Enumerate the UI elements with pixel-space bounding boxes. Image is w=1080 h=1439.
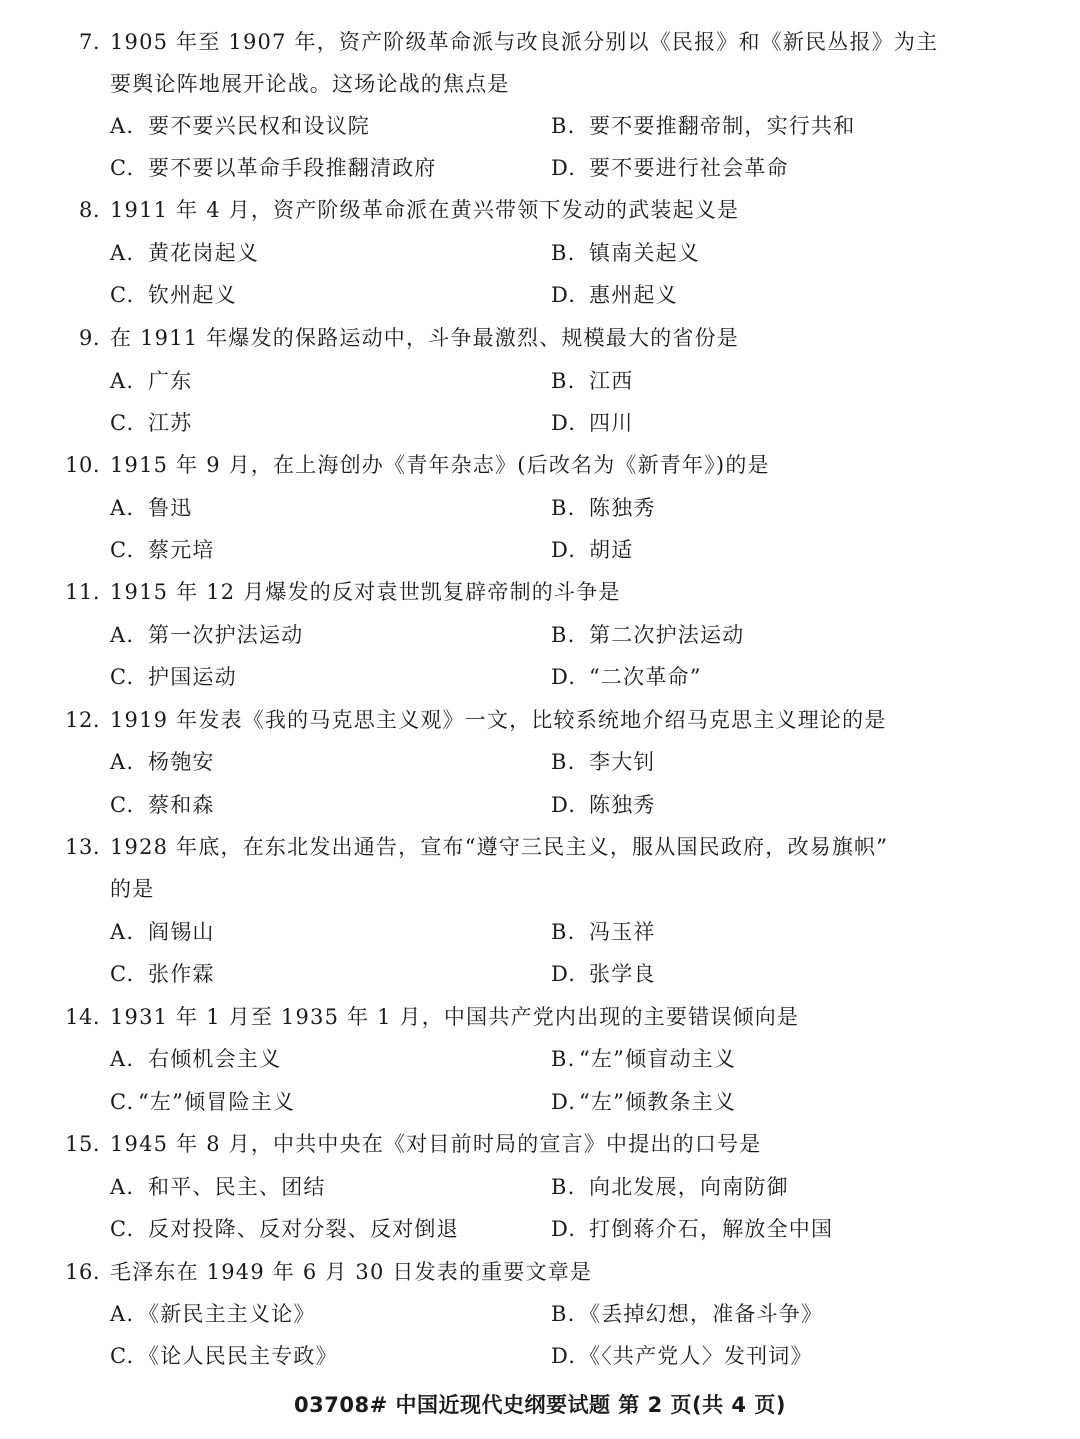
option-text: 惠州起义 [589,283,678,307]
option-letter: A. [110,114,135,138]
question-9-options-cd [0,402,1080,444]
option-text: “二次革命” [589,665,702,689]
question-13-stem-line-1 [0,826,1080,868]
option-d [551,1081,736,1123]
question-stem: 1905 年至 1907 年，资产阶级革命派与改良派分别以《民报》和《新民丛报》为主 [110,30,939,54]
option-text: 打倒蒋介石，解放全中国 [589,1217,834,1241]
option-text: 阎锡山 [148,920,215,944]
question-stem: 1919 年发表《我的马克思主义观》一文，比较系统地介绍马克思主义理论的是 [110,708,887,732]
option-d [551,402,633,444]
question-16-stem-line-1 [0,1251,1080,1293]
option-letter: B. [551,114,576,138]
question-number: 16. [65,1260,100,1284]
option-letter: B. [551,1047,576,1071]
question-number: 10. [65,453,100,477]
question-stem: 1911 年 4 月，资产阶级革命派在黄兴带领下发动的武装起义是 [110,198,740,222]
option-letter: B. [551,1302,576,1326]
question-stem: 1928 年底，在东北发出通告，宣布“遵守三民主义，服从国民政府，改易旗帜” [110,835,889,859]
option-letter: D. [551,538,577,562]
question-7-options-ab [0,105,1080,147]
option-c [110,656,237,698]
page-footer: 03708# 中国近现代史纲要试题 第 2 页(共 4 页) [294,1393,786,1417]
option-letter: C. [110,962,135,986]
option-a [110,232,259,274]
option-b [551,741,656,783]
question-14-stem-line-1 [0,996,1080,1038]
option-d [551,274,678,316]
option-letter: B. [551,241,576,265]
option-text: 冯玉祥 [589,920,656,944]
question-13-options-cd [0,953,1080,995]
option-d [551,784,656,826]
option-d [551,953,656,995]
option-b [551,1038,736,1080]
question-number: 15. [65,1132,100,1156]
option-letter: C. [110,793,135,817]
question-7-stem-line-1 [0,21,1080,63]
option-letter: B. [551,369,576,393]
option-letter: B. [551,750,576,774]
question-15-stem-line-1 [0,1123,1080,1165]
option-d [551,147,789,189]
option-text: 陈独秀 [589,496,656,520]
option-letter: A. [110,1302,135,1326]
option-text: 第一次护法运动 [148,623,304,647]
option-text: 张学良 [589,962,656,986]
option-text: 《论人民民主专政》 [138,1344,338,1368]
question-15-options-ab [0,1166,1080,1208]
option-letter: B. [551,623,576,647]
option-letter: B. [551,1175,576,1199]
question-10-options-cd [0,529,1080,571]
option-text: 《丢掉幻想，准备斗争》 [579,1302,824,1326]
option-letter: C. [110,411,135,435]
option-letter: A. [110,369,135,393]
option-b [551,614,744,656]
option-letter: C. [110,538,135,562]
option-letter: C. [110,283,135,307]
question-7-stem-line-2 [0,63,1080,105]
option-d [551,1208,833,1250]
question-stem: 1931 年 1 月至 1935 年 1 月，中国共产党内出现的主要错误倾向是 [110,1005,800,1029]
option-letter: D. [551,283,577,307]
question-number: 9. [78,326,100,350]
option-b [551,360,633,402]
option-text: 要不要以革命手段推翻清政府 [148,156,437,180]
option-letter: A. [110,241,135,265]
question-11-stem-line-1 [0,571,1080,613]
option-text: 镇南关起义 [589,241,700,265]
option-c [110,274,237,316]
option-b [551,911,656,953]
option-text: 右倾机会主义 [148,1047,282,1071]
question-13-stem-line-2 [0,868,1080,910]
option-letter: A. [110,1047,135,1071]
option-text: 钦州起义 [148,283,237,307]
option-a [110,741,215,783]
option-text: 杨匏安 [148,750,215,774]
option-a [110,911,215,953]
option-letter: C. [110,1344,135,1368]
option-letter: D. [551,793,577,817]
question-15-options-cd [0,1208,1080,1250]
option-text: 护国运动 [148,665,237,689]
option-letter: D. [551,1090,577,1114]
option-letter: C. [110,665,135,689]
question-9-stem-line-1 [0,317,1080,359]
option-c [110,784,215,826]
option-letter: D. [551,1344,577,1368]
question-8-options-cd [0,274,1080,316]
option-letter: A. [110,623,135,647]
option-b [551,232,700,274]
option-text: “左”倾盲动主义 [579,1047,737,1071]
option-text: 鲁迅 [148,496,193,520]
question-14-options-ab [0,1038,1080,1080]
option-c [110,529,215,571]
option-text: 胡适 [589,538,634,562]
option-letter: C. [110,156,135,180]
question-16-options-cd [0,1335,1080,1377]
question-12-stem-line-1 [0,699,1080,741]
option-a [110,614,303,656]
option-text: 黄花岗起义 [148,241,259,265]
option-text: “左”倾教条主义 [579,1090,737,1114]
question-11-options-cd [0,656,1080,698]
question-8-stem-line-1 [0,189,1080,231]
option-c [110,402,192,444]
question-number: 14. [65,1005,100,1029]
option-letter: D. [551,1217,577,1241]
option-text: 向北发展，向南防御 [589,1175,789,1199]
option-text: 蔡和森 [148,793,215,817]
option-letter: C. [110,1217,135,1241]
option-text: 和平、民主、团结 [148,1175,326,1199]
option-text: 第二次护法运动 [589,623,745,647]
option-text: 反对投降、反对分裂、反对倒退 [148,1217,459,1241]
option-text: 《〈共产党人〉发刊词》 [579,1344,813,1368]
option-c [110,1208,459,1250]
question-number: 7. [78,30,100,54]
option-letter: A. [110,920,135,944]
option-b [551,1293,823,1335]
option-a [110,1038,281,1080]
option-text: 广东 [148,369,193,393]
option-text: 江苏 [148,411,193,435]
option-text: 要不要进行社会革命 [589,156,789,180]
option-letter: D. [551,411,577,435]
option-letter: B. [551,920,576,944]
question-10-stem-line-1 [0,444,1080,486]
question-stem: 的是 [110,877,155,901]
option-letter: D. [551,665,577,689]
question-11-options-ab [0,614,1080,656]
question-stem: 要舆论阵地展开论战。这场论战的焦点是 [110,72,510,96]
option-letter: A. [110,1175,135,1199]
option-text: 要不要兴民权和设议院 [148,114,370,138]
question-number: 11. [65,580,100,604]
option-letter: A. [110,496,135,520]
option-d [551,529,633,571]
option-c [110,953,215,995]
option-letter: C. [110,1090,135,1114]
option-letter: A. [110,750,135,774]
option-text: 四川 [589,411,634,435]
option-letter: B. [551,496,576,520]
option-text: 要不要推翻帝制，实行共和 [589,114,856,138]
question-9-options-ab [0,360,1080,402]
option-b [551,487,656,529]
question-stem: 1915 年 12 月爆发的反对袁世凯复辟帝制的斗争是 [110,580,621,604]
option-a [110,1293,316,1335]
option-text: 蔡元培 [148,538,215,562]
question-number: 13. [65,835,100,859]
question-16-options-ab [0,1293,1080,1335]
option-c [110,1081,295,1123]
option-c [110,1335,338,1377]
option-b [551,1166,789,1208]
option-letter: D. [551,156,577,180]
option-text: 张作霖 [148,962,215,986]
option-text: “左”倾冒险主义 [138,1090,296,1114]
question-number: 8. [78,198,100,222]
option-text: 江西 [589,369,634,393]
option-b [551,105,855,147]
question-13-options-ab [0,911,1080,953]
question-10-options-ab [0,487,1080,529]
option-a [110,1166,326,1208]
option-text: 陈独秀 [589,793,656,817]
question-12-options-ab [0,741,1080,783]
option-text: 李大钊 [589,750,656,774]
option-d [551,656,702,698]
option-letter: D. [551,962,577,986]
question-stem: 毛泽东在 1949 年 6 月 30 日发表的重要文章是 [110,1260,593,1284]
question-7-options-cd [0,147,1080,189]
question-number: 12. [65,708,100,732]
question-stem: 在 1911 年爆发的保路运动中，斗争最激烈、规模最大的省份是 [110,326,739,350]
question-stem: 1945 年 8 月，中共中央在《对目前时局的宣言》中提出的口号是 [110,1132,762,1156]
question-stem: 1915 年 9 月，在上海创办《青年杂志》(后改名为《新青年》)的是 [110,453,770,477]
option-c [110,147,437,189]
option-a [110,487,192,529]
option-a [110,360,192,402]
question-14-options-cd [0,1081,1080,1123]
option-a [110,105,370,147]
question-12-options-cd [0,784,1080,826]
option-d [551,1335,813,1377]
question-8-options-ab [0,232,1080,274]
option-text: 《新民主主义论》 [138,1302,316,1326]
